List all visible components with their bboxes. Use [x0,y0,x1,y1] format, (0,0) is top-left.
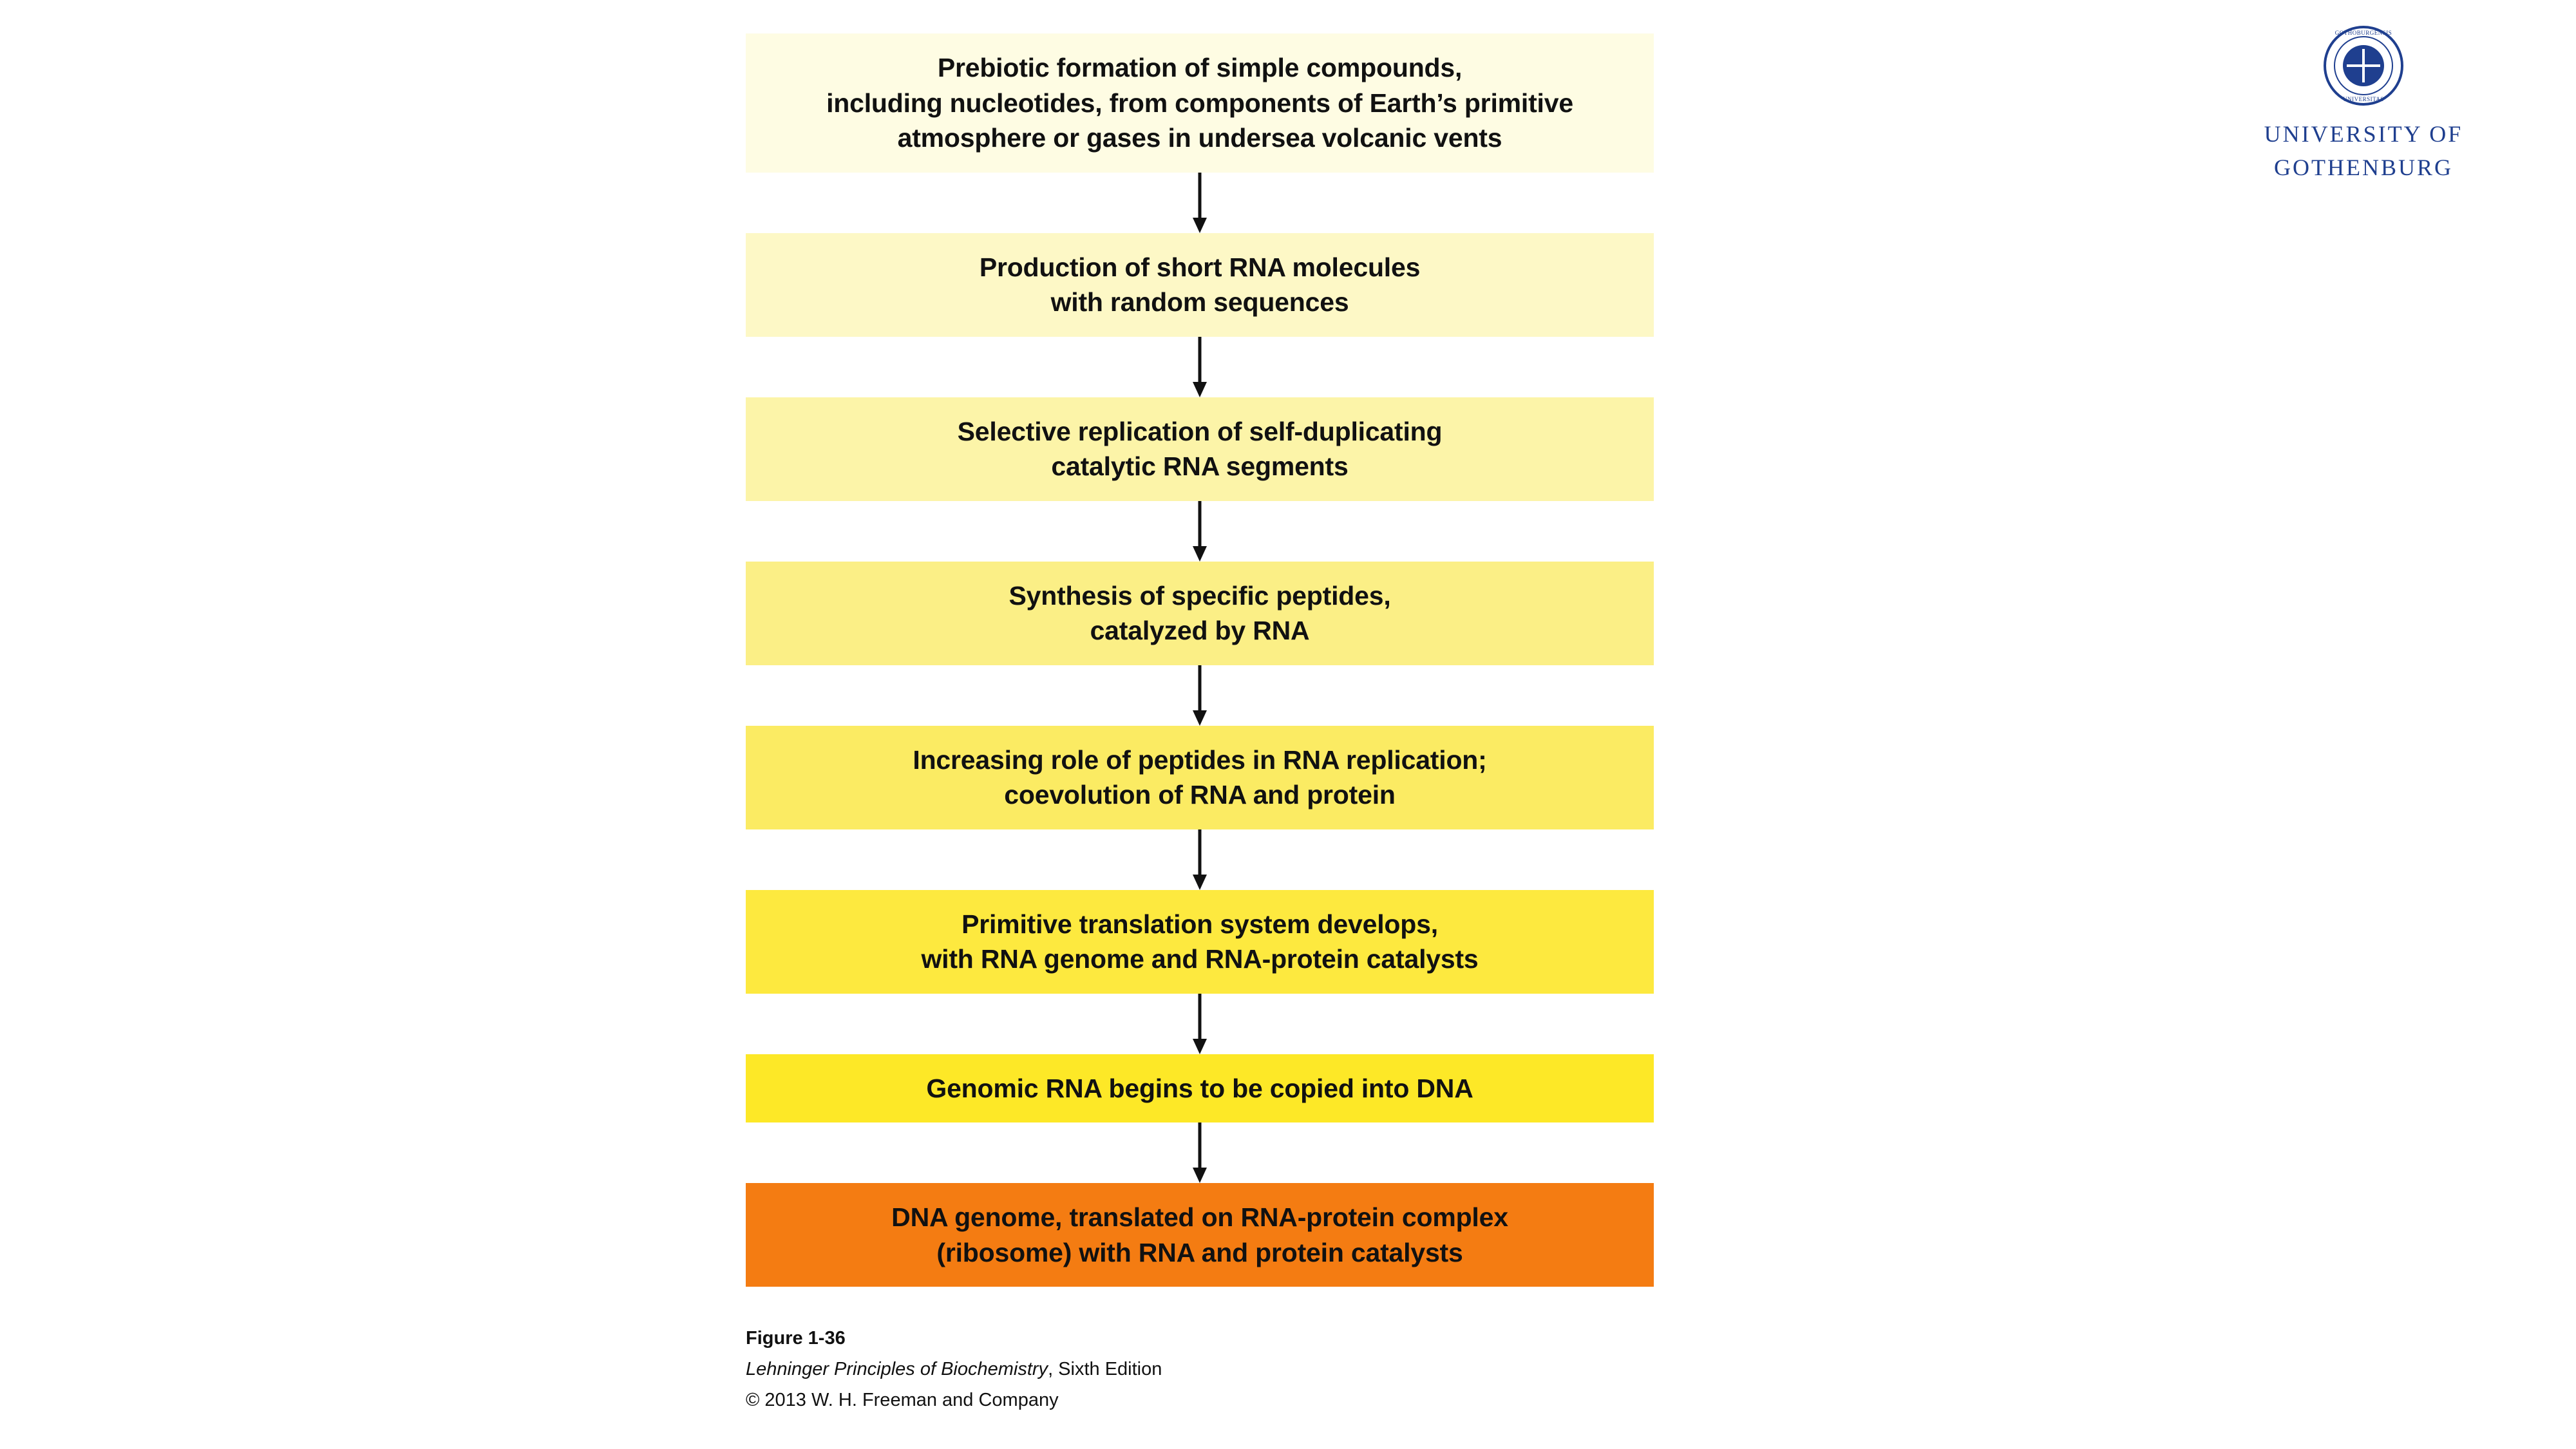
university-name [2228,117,2499,184]
flow-step-1-line-2: including nucleotides, from components of Earth’s primitive [826,88,1573,118]
university-name-line2: GOTHENBURG [2274,155,2453,181]
flow-arrow-3 [746,501,1654,562]
flow-step-1 [746,33,1654,173]
flow-step-5 [746,726,1654,829]
figure-caption [746,1323,1162,1416]
flow-step-8-line-1: DNA genome, translated on RNA-protein complex [891,1202,1508,1233]
flow-step-6-line-1: Primitive translation system develops, [961,909,1438,939]
flow-step-3 [746,397,1654,501]
seal-text-bottom: UNIVERSITAS [2343,96,2384,102]
flow-step-6-line-2: with RNA genome and RNA-protein catalysts [921,944,1479,974]
figure-number: Figure 1-36 [746,1328,846,1349]
flow-step-5-line-2: coevolution of RNA and protein [1004,780,1396,810]
flow-step-8-line-2: (ribosome) with RNA and protein catalysts [936,1237,1463,1267]
arrow-down-icon [1187,173,1213,233]
flow-step-2-line-1: Production of short RNA molecules [979,252,1421,282]
flow-step-3-line-1: Selective replication of self-duplicating [957,416,1443,446]
arrow-down-icon [1187,501,1213,562]
university-logo [2228,26,2499,184]
arrow-down-icon [1187,665,1213,726]
flow-arrow-1 [746,173,1654,233]
arrow-down-icon [1187,994,1213,1054]
flow-arrow-6 [746,994,1654,1054]
arrow-down-icon [1187,1122,1213,1183]
flow-step-1-line-3: atmosphere or gases in undersea volcanic vents [897,123,1502,153]
flow-arrow-7 [746,1122,1654,1183]
flow-step-4-line-2: catalyzed by RNA [1090,616,1310,646]
university-name-line1: UNIVERSITY OF [2264,121,2463,147]
copyright-notice: © 2013 W. H. Freeman and Company [746,1389,1059,1410]
arrow-down-icon [1187,829,1213,890]
flow-arrow-5 [746,829,1654,890]
flow-step-5-line-1: Increasing role of peptides in RNA replication; [913,744,1487,775]
university-seal-icon [2324,26,2403,106]
flow-step-7 [746,1054,1654,1123]
flow-step-7-line-1: Genomic RNA begins to be copied into DNA [926,1073,1473,1103]
flowchart [746,33,1654,1287]
flow-step-4-line-1: Synthesis of specific peptides, [1009,580,1391,611]
flow-step-8 [746,1183,1654,1287]
flow-step-4 [746,562,1654,665]
book-title: Lehninger Principles of Biochemistry [746,1358,1048,1379]
flow-step-6 [746,890,1654,994]
seal-emblem [2343,45,2384,86]
flow-step-3-line-2: catalytic RNA segments [1051,451,1349,482]
flow-arrow-2 [746,337,1654,397]
book-edition: , Sixth Edition [1048,1358,1162,1379]
flow-step-2 [746,233,1654,337]
seal-text-top: GOTHOBURGENSIS [2334,30,2392,36]
figure-source [746,1354,1162,1385]
flow-step-2-line-2: with random sequences [1050,287,1349,317]
flow-arrow-4 [746,665,1654,726]
arrow-down-icon [1187,337,1213,397]
flow-step-1-line-1: Prebiotic formation of simple compounds, [937,53,1463,82]
